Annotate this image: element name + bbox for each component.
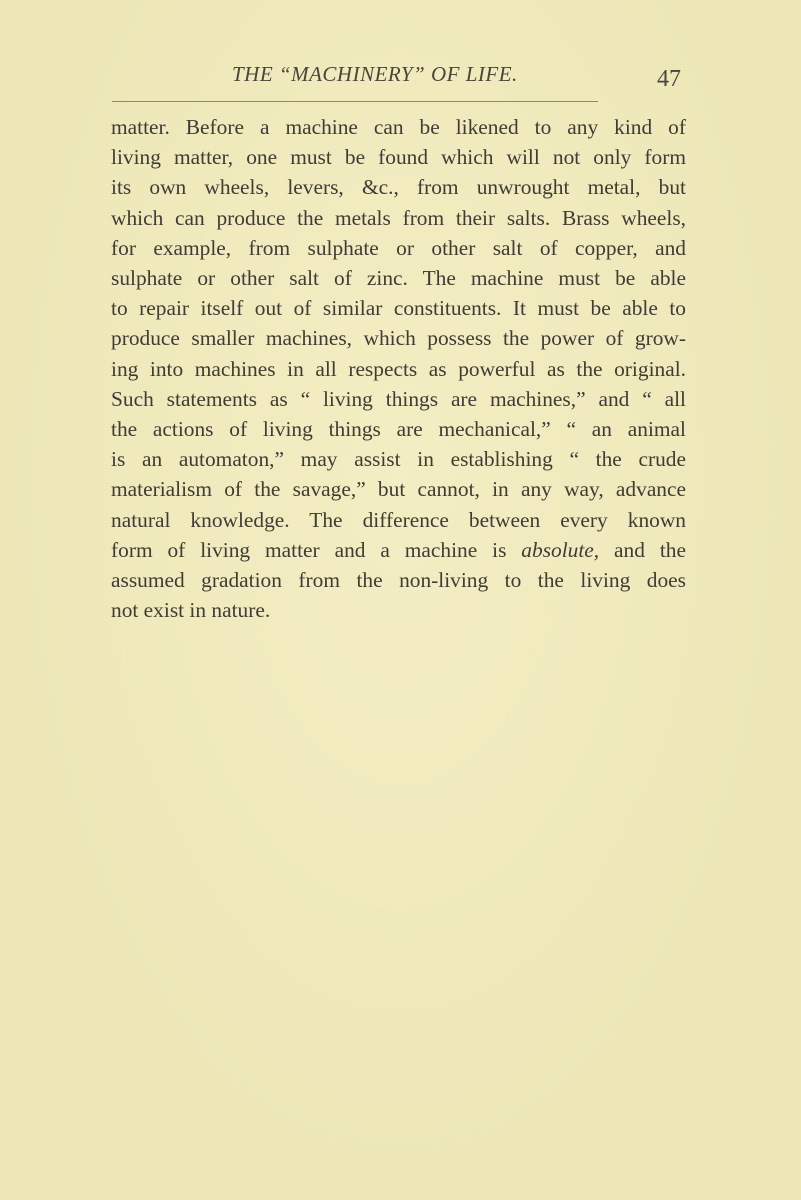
text-line: is an automaton,” may assist in establishing “ the crude — [111, 447, 686, 472]
text-line: the actions of living things are mechanical,” “ an animal — [111, 417, 686, 442]
text-line: not exist in nature. — [111, 598, 271, 623]
text-segment: form of living matter and a machine is — [111, 537, 507, 562]
running-title: THE “MACHINERY” OF LIFE. — [232, 62, 518, 86]
emphasis-word: absolute, — [521, 537, 600, 562]
text-line: living matter, one must be found which will not only form — [111, 145, 686, 170]
page-header — [112, 60, 687, 92]
text-line: assumed gradation from the non-living to the living does — [111, 568, 686, 593]
text-line: Such statements as “ living things are machines,” and “ all — [111, 386, 686, 411]
text-line: produce smaller machines, which possess the power of grow- — [111, 326, 686, 351]
page-number: 47 — [657, 66, 681, 92]
text-line: for example, from sulphate or other salt of copper, and — [111, 235, 686, 260]
text-segment: and the — [614, 537, 686, 562]
text-line: natural knowledge. The difference between every known — [111, 507, 686, 532]
text-line: its own wheels, levers, &c., from unwrought metal, but — [111, 175, 686, 200]
text-line: which can produce the metals from their salts. Brass wheels, — [111, 205, 686, 230]
header-rule — [112, 101, 598, 102]
text-line: materialism of the savage,” but cannot, in any way, advance — [111, 477, 686, 502]
text-line-with-emphasis — [111, 535, 686, 565]
text-line: sulphate or other salt of zinc. The machine must be able — [111, 266, 686, 291]
body-paragraph — [111, 112, 686, 625]
text-line: to repair itself out of similar constituents. It must be able to — [111, 296, 686, 321]
text-line: matter. Before a machine can be likened to any kind of — [111, 115, 686, 139]
text-line: ing into machines in all respects as powerful as the original. — [111, 356, 686, 381]
